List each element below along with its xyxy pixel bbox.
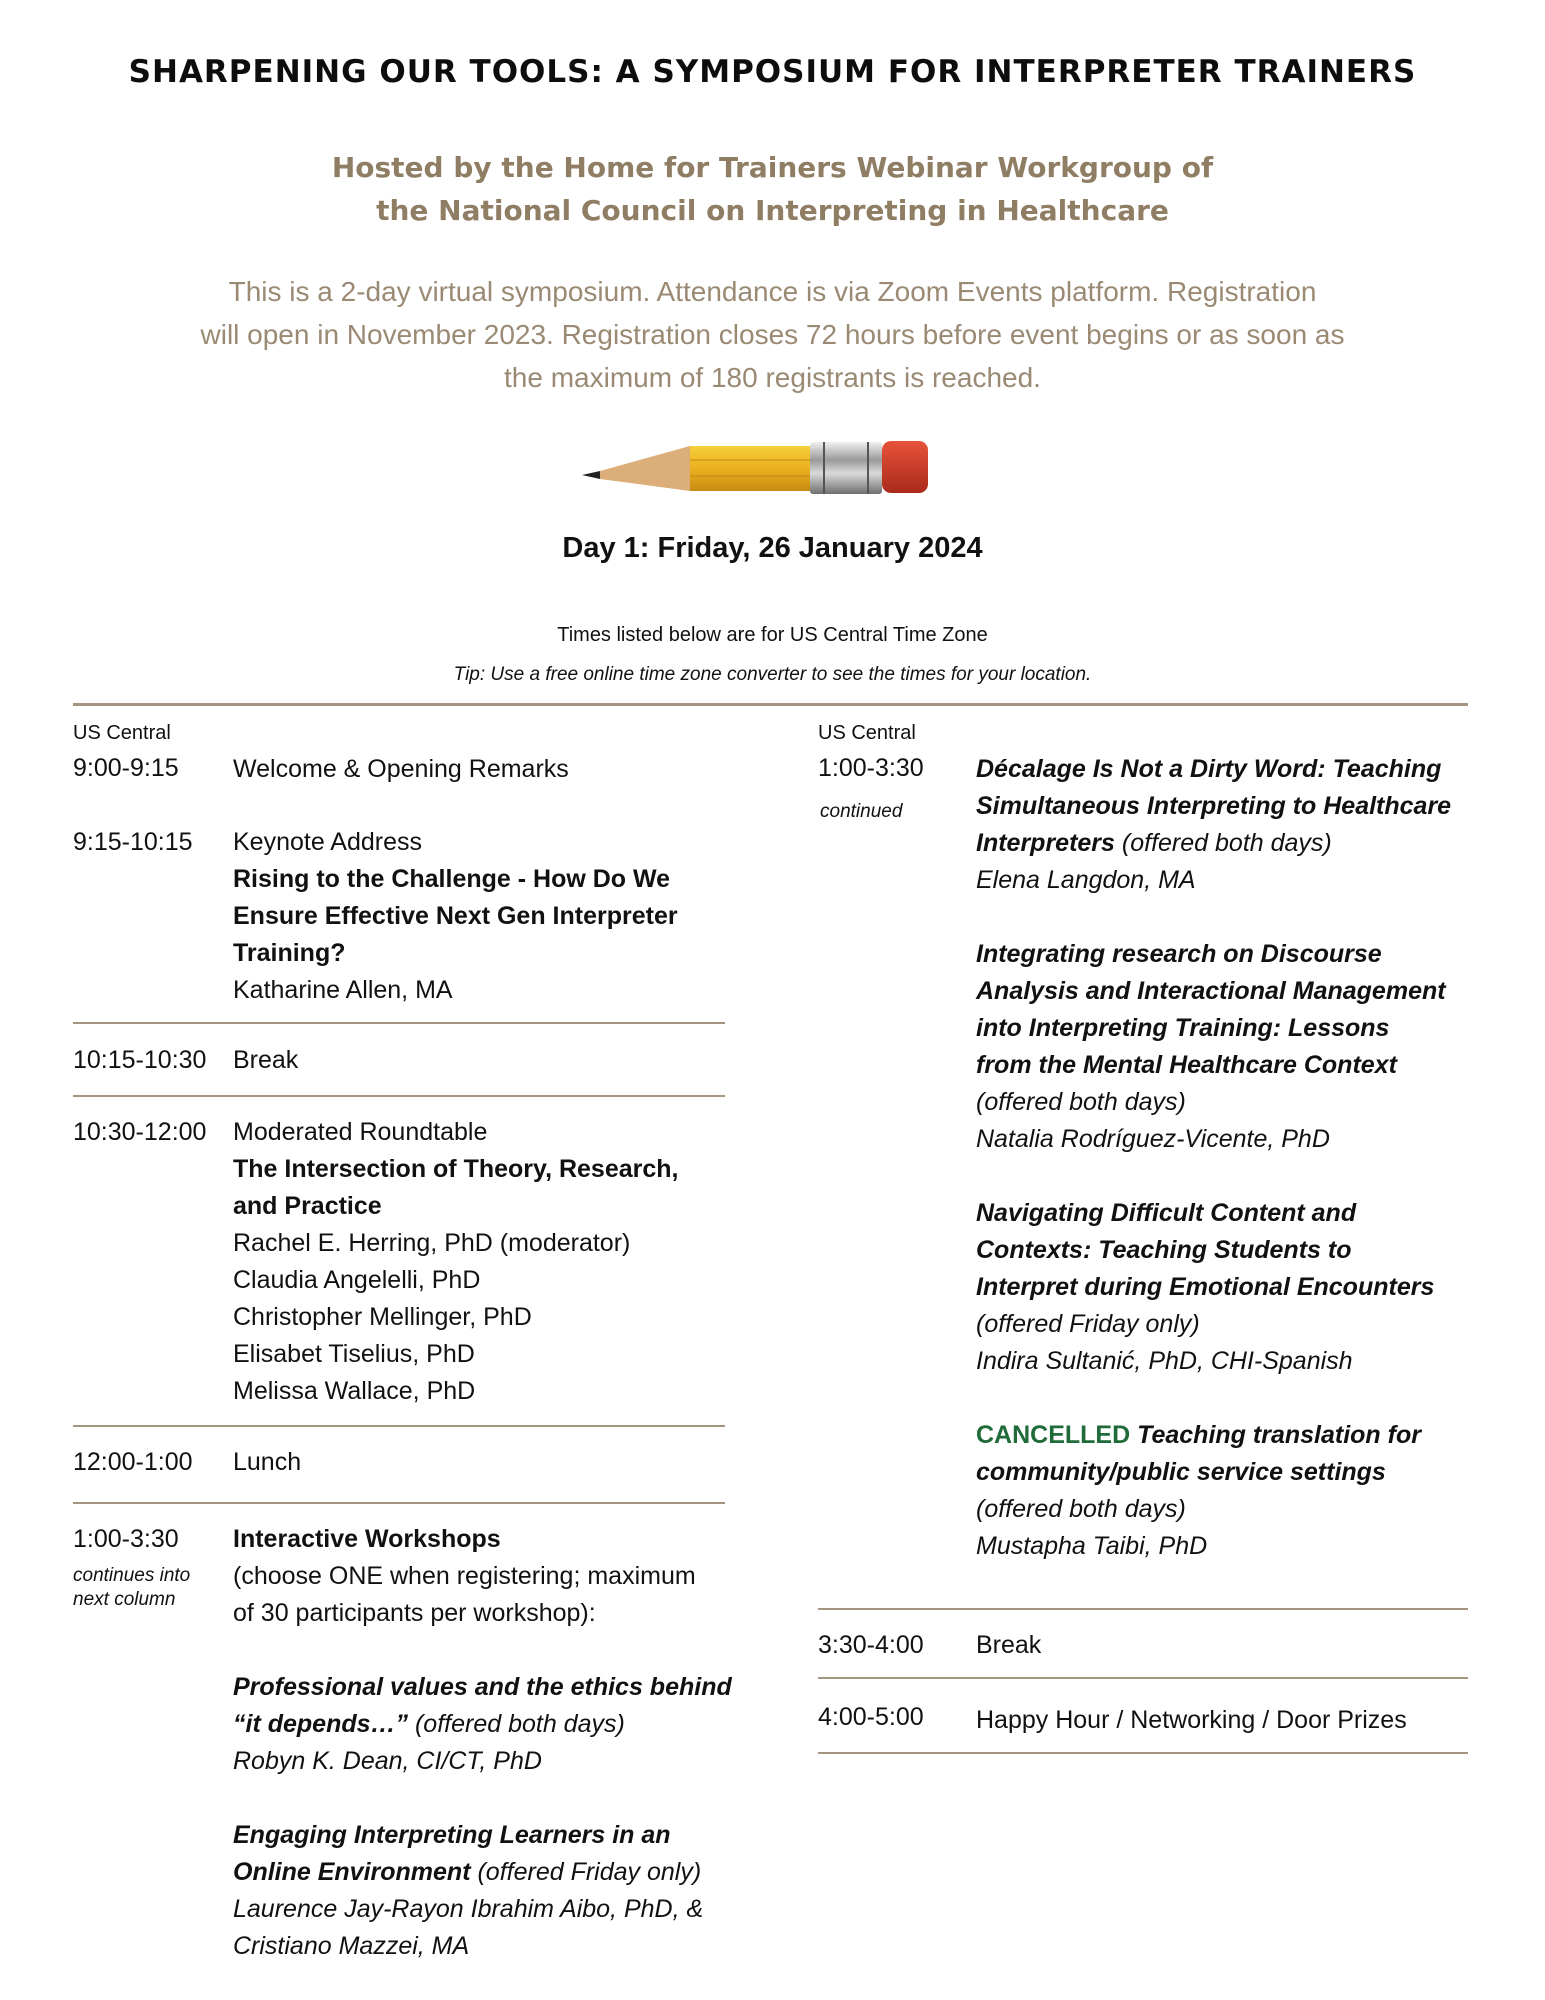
intro-line-3: the maximum of 180 registrants is reached. xyxy=(504,362,1041,393)
intro-line-2: will open in November 2023. Registration closes 72 hours before event begins or as soon as xyxy=(200,319,1345,350)
welcome-title: Welcome & Opening Remarks xyxy=(233,755,569,783)
ws5-title-line-3: Interpret during Emotional Encounters xyxy=(976,1273,1435,1301)
roundtable-block xyxy=(233,1114,678,1410)
ws2-title-line-2: Online Environment xyxy=(233,1858,471,1886)
ws1-title-line-2: “it depends…” xyxy=(233,1710,409,1738)
ws4-title-line-2: Analysis and Interactional Management xyxy=(976,977,1446,1005)
workshops-label: Interactive Workshops xyxy=(233,1525,501,1553)
right-column-header: US Central xyxy=(818,722,916,744)
workshops-time: 1:00-3:30 xyxy=(73,1525,179,1553)
ws4-offered: (offered both days) xyxy=(976,1088,1186,1116)
keynote-label: Keynote Address xyxy=(233,828,423,856)
roundtable-time: 10:30-12:00 xyxy=(73,1118,207,1146)
keynote-title-line-2: Ensure Effective Next Gen Interpreter xyxy=(233,902,678,930)
ws4-speaker: Natalia Rodríguez-Vicente, PhD xyxy=(976,1125,1330,1153)
workshops-desc-line-1: (choose ONE when registering; maximum xyxy=(233,1562,696,1590)
divider xyxy=(818,1752,1468,1754)
ws1-offered: (offered both days) xyxy=(414,1710,625,1738)
cancelled-badge: CANCELLED xyxy=(976,1421,1131,1449)
ws5-title-line-2: Contexts: Teaching Students to xyxy=(976,1236,1352,1264)
ws1-title-line-1: Professional values and the ethics behind xyxy=(233,1673,732,1701)
ws3-title-line-2: Simultaneous Interpreting to Healthcare xyxy=(976,792,1452,820)
roundtable-label: Moderated Roundtable xyxy=(233,1118,488,1146)
ws6-offered: (offered both days) xyxy=(976,1495,1186,1523)
pencil-icon xyxy=(580,436,960,498)
panelist: Melissa Wallace, PhD xyxy=(233,1377,476,1405)
break1-time: 10:15-10:30 xyxy=(73,1046,207,1074)
ws3-offered: (offered both days) xyxy=(1121,829,1332,857)
workshops-cont-block xyxy=(976,751,1451,1565)
happy-hour-time: 4:00-5:00 xyxy=(818,1703,924,1731)
keynote-speaker: Katharine Allen, MA xyxy=(233,976,453,1004)
keynote-title-line-3: Training? xyxy=(233,939,346,967)
break2-time: 3:30-4:00 xyxy=(818,1631,924,1659)
workshops-continue-note xyxy=(73,1564,190,1612)
ws3-speaker: Elena Langdon, MA xyxy=(976,866,1196,894)
ws6-title-line-2: community/public service settings xyxy=(976,1458,1386,1486)
roundtable-title-line-1: The Intersection of Theory, Research, xyxy=(233,1155,679,1183)
ws3-title-line-1: Décalage Is Not a Dirty Word: Teaching xyxy=(976,755,1442,783)
ws6-speaker: Mustapha Taibi, PhD xyxy=(976,1532,1208,1560)
panelist: Elisabet Tiselius, PhD xyxy=(233,1340,475,1368)
lunch-title: Lunch xyxy=(233,1448,302,1476)
event-description xyxy=(140,270,1405,399)
ws3-title-line-3: Interpreters xyxy=(976,829,1115,857)
keynote-time: 9:15-10:15 xyxy=(73,828,193,856)
divider xyxy=(73,1022,725,1024)
divider xyxy=(73,1095,725,1097)
ws2-offered: (offered Friday only) xyxy=(477,1858,702,1886)
keynote-title-line-1: Rising to the Challenge - How Do We xyxy=(233,865,671,893)
intro-line-1: This is a 2-day virtual symposium. Attendance is via Zoom Events platform. Registration xyxy=(228,276,1317,307)
divider xyxy=(818,1608,1468,1610)
keynote-block xyxy=(233,824,678,1009)
lunch-time: 12:00-1:00 xyxy=(73,1448,193,1476)
ws2-speaker-line-2: Cristiano Mazzei, MA xyxy=(233,1932,470,1960)
continue-note-line-2: next column xyxy=(73,1589,176,1610)
panelist: Rachel E. Herring, PhD (moderator) xyxy=(233,1229,631,1257)
ws4-title-line-3: into Interpreting Training: Lessons xyxy=(976,1014,1390,1042)
workshops-block xyxy=(233,1521,732,1965)
divider xyxy=(818,1677,1468,1679)
ws4-title-line-1: Integrating research on Discourse xyxy=(976,940,1382,968)
host-line-2: the National Council on Interpreting in Healthcare xyxy=(376,194,1169,227)
continue-note-line-1: continues into xyxy=(73,1565,191,1586)
ws5-offered: (offered Friday only) xyxy=(976,1310,1200,1338)
timezone-tip: Tip: Use a free online time zone converter to see the times for your location. xyxy=(453,664,1092,685)
panelist: Claudia Angelelli, PhD xyxy=(233,1266,481,1294)
ws4-title-line-4: from the Mental Healthcare Context xyxy=(976,1051,1397,1079)
happy-hour-title: Happy Hour / Networking / Door Prizes xyxy=(976,1706,1407,1734)
break1-title: Break xyxy=(233,1046,299,1074)
schedule-top-rule xyxy=(73,703,1468,706)
host-line-1: Hosted by the Home for Trainers Webinar Workgroup of xyxy=(331,151,1214,184)
ws2-title-line-1: Engaging Interpreting Learners in an xyxy=(233,1821,671,1849)
break2-title: Break xyxy=(976,1631,1042,1659)
roundtable-title-line-2: and Practice xyxy=(233,1192,382,1220)
timezone-note: Times listed below are for US Central Time Zone xyxy=(557,624,988,646)
divider xyxy=(73,1502,725,1504)
workshops-cont-time: 1:00-3:30 xyxy=(818,754,924,782)
workshops-desc-line-2: of 30 participants per workshop): xyxy=(233,1599,596,1627)
day-heading: Day 1: Friday, 26 January 2024 xyxy=(562,532,983,564)
left-column-header: US Central xyxy=(73,722,171,744)
ws6-title-line-1: Teaching translation for xyxy=(1137,1421,1421,1449)
host-statement xyxy=(0,146,1545,232)
welcome-time: 9:00-9:15 xyxy=(73,754,179,782)
panelist: Christopher Mellinger, PhD xyxy=(233,1303,532,1331)
ws1-speaker: Robyn K. Dean, CI/CT, PhD xyxy=(233,1747,542,1775)
ws5-speaker: Indira Sultanić, PhD, CHI-Spanish xyxy=(976,1347,1353,1375)
workshops-continued-note: continued xyxy=(820,801,903,822)
divider xyxy=(73,1425,725,1427)
ws5-title-line-1: Navigating Difficult Content and xyxy=(976,1199,1357,1227)
page-title: SHARPENING OUR TOOLS: A SYMPOSIUM FOR INTERPRETER TRAINERS xyxy=(128,54,1417,90)
ws2-speaker-line-1: Laurence Jay-Rayon Ibrahim Aibo, PhD, & xyxy=(233,1895,704,1923)
